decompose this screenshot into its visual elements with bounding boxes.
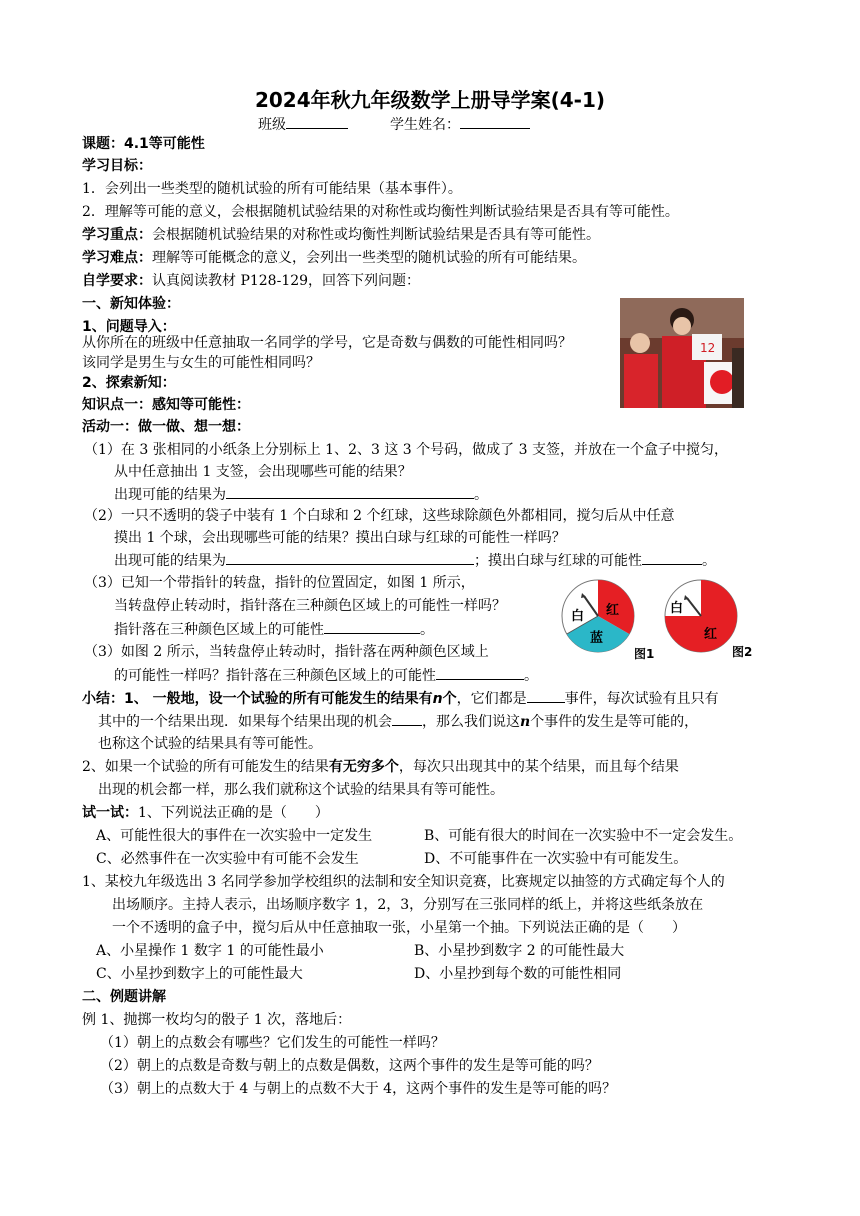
- try-it-option-b: B、可能有很大的时间在一次实验中不一定会发生。: [424, 828, 743, 844]
- q3-answer-label: 指针落在三种颜色区域上的可能性: [114, 622, 324, 638]
- summary-line-4: [82, 757, 679, 777]
- intro-heading: 1、问题导入：: [82, 319, 176, 335]
- summary-l4-c: ，每次只出现其中的某个结果，而且每个结果: [398, 759, 679, 775]
- goals-heading: 学习目标：: [82, 158, 152, 174]
- lottery-photo: [620, 298, 744, 408]
- summary-line-5: 出现的机会都一样，那么我们就称这个试验的结果具有等可能性。: [98, 782, 504, 798]
- activity-heading: 活动一：做一做、想一想：: [82, 419, 250, 435]
- fig1-caption: 图1: [634, 647, 655, 661]
- summary-l2-b: ，那么我们说这: [422, 714, 520, 730]
- q4-line-1: （3）如图 2 所示，当转盘停止转动时，指针落在两种颜色区域上: [84, 644, 489, 660]
- page-title: 2024年秋九年级数学上册导学案(4-1): [254, 88, 606, 112]
- self-study-text: 认真阅读教材 P128-129，回答下列问题：: [152, 273, 421, 289]
- q1-answer-label: 出现可能的结果为: [114, 487, 226, 503]
- q1-line-3: 出现可能的结果为 。: [114, 484, 488, 505]
- intro-question-1: 从你所在的班级中任意抽取一名同学的学号，它是奇数与偶数的可能性相同吗？: [82, 335, 572, 351]
- svg-text:12: 12: [700, 341, 716, 355]
- q2-answer-label: 出现可能的结果为: [114, 553, 226, 569]
- try-it-option-d: D、不可能事件在一次实验中有可能发生。: [424, 851, 688, 867]
- example-question-3: （3）朝上的点数大于 4 与朝上的点数不大于 4，这两个事件的发生是等可能的吗？: [100, 1081, 617, 1097]
- example-question-1: （1）朝上的点数会有哪些？它们发生的可能性一样吗？: [100, 1035, 445, 1051]
- try-it-option-a: A、可能性很大的事件在一次实验中一定发生: [96, 828, 373, 844]
- summary-l1-e: ，它们都是: [456, 691, 527, 707]
- goal-1: 1．会列出一些类型的随机试验的所有可能结果（基本事件）。: [82, 181, 462, 197]
- try-it-q2-option-d: D、小星抄到每个数的可能性相同: [414, 966, 622, 982]
- summary-l1-f: 事件，每次试验有且只有: [564, 691, 719, 707]
- q2-possibility-blank[interactable]: [642, 550, 702, 565]
- intro-question-2: 该同学是男生与女生的可能性相同吗？: [82, 355, 320, 371]
- section-2-heading: 二、例题讲解: [82, 989, 166, 1005]
- summary-l1-b: 结果有: [390, 691, 433, 707]
- q4-answer-blank[interactable]: [436, 665, 524, 680]
- example-question-2: （2）朝上的点数是奇数与朝上的点数是偶数，这两个事件的发生是等可能的吗？: [100, 1058, 599, 1074]
- summary-l2-a: 其中的一个结果出现．如果每个结果出现的机会: [98, 714, 392, 730]
- knowledge-point-1: 知识点一：感知等可能性：: [82, 397, 250, 413]
- q3-answer-blank[interactable]: [324, 619, 420, 634]
- q4-line-2: 的可能性一样吗？指针落在三种颜色区域上的可能性 。: [114, 665, 538, 686]
- class-blank[interactable]: [286, 114, 348, 129]
- spinner-figure-2: [662, 578, 740, 656]
- q2-answer-blank[interactable]: [226, 550, 474, 565]
- name-label: 学生姓名：: [390, 117, 460, 133]
- try-it-question-1: [82, 803, 329, 823]
- try-it-q2-line-1: 1、某校九年级选出 3 名同学参加学校组织的法制和安全知识竞赛，比赛规定以抽签的方式确定每个人的: [82, 874, 725, 890]
- difficulty-text: 理解等可能概念的意义，会列出一些类型的随机试验的所有可能结果。: [152, 250, 586, 266]
- summary-l1-n: n: [432, 691, 443, 707]
- fig2-red-label: 红: [704, 627, 718, 642]
- section-1-heading: 一、新知体验：: [82, 296, 180, 312]
- explore-heading: 2、探索新知：: [82, 375, 176, 391]
- try-it-q2-option-b: B、小星抄到数字 2 的可能性最大: [414, 943, 625, 959]
- key-point-label: 学习重点：: [82, 227, 152, 243]
- summary-l4-a: 2、如果一个试验的所有可能发生的结果: [82, 759, 329, 775]
- q2-line-3: 出现可能的结果为 ；摸出白球与红球的可能性 。: [114, 550, 716, 571]
- spinner-figure-1: [560, 578, 636, 656]
- fig2-white-label: 白: [670, 601, 684, 616]
- try-it-label: 试一试：: [82, 805, 138, 821]
- q1-line-2: 从中任意抽出 1 支签，会出现哪些可能的结果？: [114, 464, 412, 480]
- try-it-q2-line-2: 出场顺序。主持人表示，出场顺序数字 1，2，3，分别写在三张同样的纸上，并将这些纸条放在: [112, 897, 704, 913]
- try-it-q2-option-a: A、小星操作 1 数字 1 的可能性最小: [96, 943, 324, 959]
- example-intro: 例 1、抛掷一枚均匀的骰子 1 次，落地后：: [82, 1012, 352, 1028]
- fig1-white-label: 白: [571, 609, 585, 624]
- q4-answer-label: 的可能性一样吗？指针落在三种颜色区域上的可能性: [114, 668, 436, 684]
- try-it-q2-line-3: 一个不透明的盒子中，搅匀后从中任意抽取一张，小星第一个抽。下列说法正确的是（ ）: [112, 920, 686, 936]
- summary-line-2: [98, 711, 698, 732]
- try-it-option-c: C、必然事件在一次实验中有可能不会发生: [96, 851, 359, 867]
- q3-line-1: （3）已知一个带指针的转盘，指针的位置固定，如图 1 所示，: [84, 575, 475, 591]
- difficulty-label: 学习难点：: [82, 250, 152, 266]
- summary-line-1: [82, 688, 719, 709]
- q2-line-1: （2）一只不透明的袋子中装有 1 个白球和 2 个红球，这些球除颜色外都相同，搅匀后从中任意: [84, 508, 675, 524]
- self-study: [82, 271, 420, 291]
- class-label: 班级: [258, 117, 286, 133]
- q2-possibility-label: ；摸出白球与红球的可能性: [474, 553, 642, 569]
- q2-line-2: 摸出 1 个球，会出现哪些可能的结果？摸出白球与红球的可能性一样吗？: [114, 530, 566, 546]
- q1-line-1: （1）在 3 张相同的小纸条上分别标上 1、2、3 这 3 个号码，做成了 3 支签，并放在一个盒子中搅匀，: [84, 442, 728, 458]
- q3-line-2: 当转盘停止转动时，指针落在三种颜色区域上的可能性一样吗？: [114, 598, 506, 614]
- difficulty: [82, 248, 586, 268]
- summary-line-3: 也称这个试验的结果具有等可能性。: [98, 736, 322, 752]
- summary-l4-b: 有无穷多个: [328, 759, 399, 775]
- key-point-text: 会根据随机试验结果的对称性或均衡性判断试验结果是否具有等可能性。: [152, 227, 600, 243]
- summary-l2-d: 个事件的发生是等可能的，: [530, 714, 699, 730]
- fig1-blue-label: 蓝: [590, 631, 604, 646]
- summary-blank-1[interactable]: [527, 688, 565, 703]
- q1-answer-blank[interactable]: [226, 484, 474, 499]
- topic: 课题：4.1等可能性: [82, 136, 205, 152]
- summary-l2-n: n: [520, 714, 531, 730]
- self-study-label: 自学要求：: [82, 273, 152, 289]
- fig1-red-label: 红: [606, 603, 620, 618]
- summary-l1-d: 个: [442, 691, 457, 707]
- summary-l1-a: 小结：1、 一般地，设一个试验的所有可能发生的: [82, 691, 391, 707]
- q3-line-3: 指针落在三种颜色区域上的可能性 。: [114, 619, 434, 640]
- class-field: [258, 114, 348, 135]
- key-point: [82, 225, 600, 245]
- goal-2: 2．理解等可能的意义，会根据随机试验结果的对称性或均衡性判断试验结果是否具有等可能性。: [82, 204, 679, 220]
- name-blank[interactable]: [460, 114, 530, 129]
- fig2-caption: 图2: [732, 645, 753, 659]
- summary-blank-2[interactable]: [392, 711, 422, 726]
- try-it-q1-text: 1、下列说法正确的是（ ）: [138, 805, 329, 821]
- try-it-q2-option-c: C、小星抄到数字上的可能性最大: [96, 966, 303, 982]
- name-field: [390, 114, 530, 135]
